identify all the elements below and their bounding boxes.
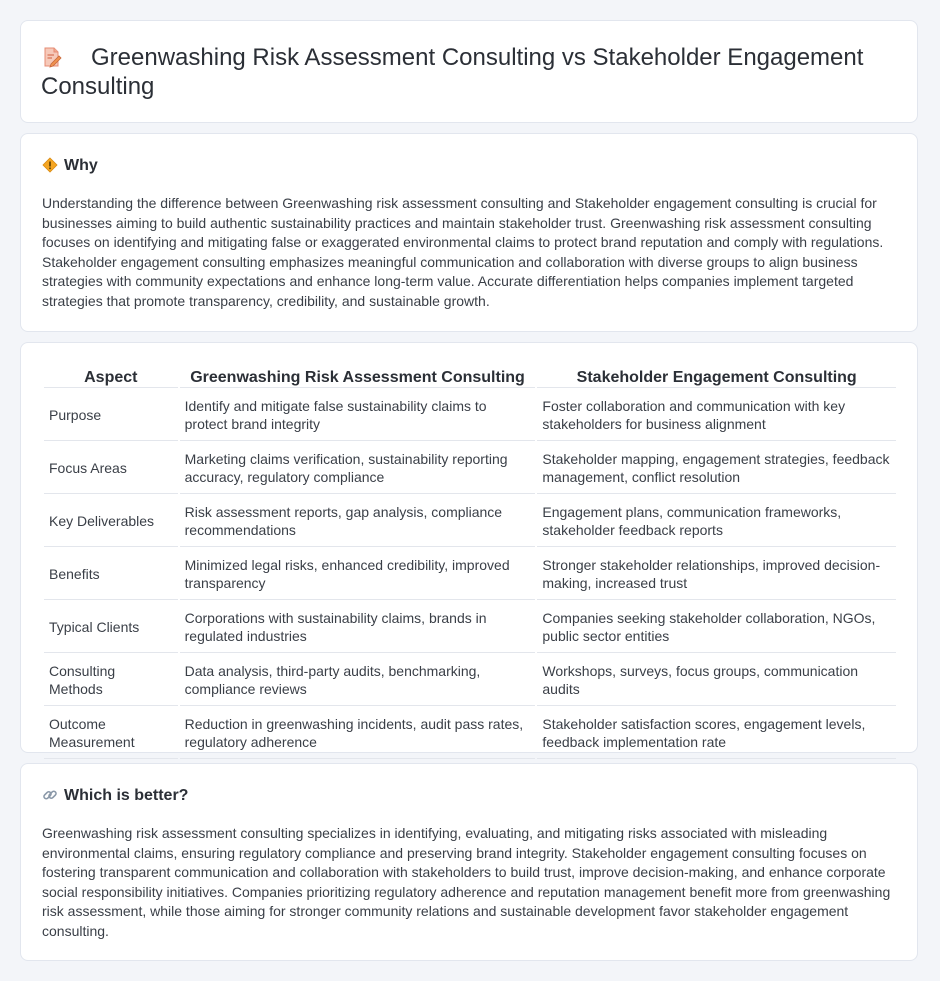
cell-stakeholder: Stronger stakeholder relationships, improved decision-making, increased trust xyxy=(537,549,896,600)
better-text: Greenwashing risk assessment consulting specializes in identifying, evaluating, and mitigating risks associated with misleading environmental claims, ensuring regulatory compliance and preserving brand integrity. Stakeholder engagement consulting focuses on fostering transparent communication and collaboration with stakeholders to build trust, improve decision-making, and enhance corporate social responsibility initiatives. Companies prioritizing regulatory adherence and reputation management benefit more from greenwashing risk assessment, while those aiming for stronger community relations and sustainable development favor stakeholder engagement consulting. xyxy=(42,825,891,939)
warning-diamond-icon xyxy=(42,157,58,173)
cell-greenwashing: Reduction in greenwashing incidents, audit pass rates, regulatory adherence xyxy=(180,708,536,759)
header-greenwashing: Greenwashing Risk Assessment Consulting xyxy=(180,366,536,388)
title-card xyxy=(20,20,918,123)
better-heading xyxy=(42,786,188,806)
table-row xyxy=(44,390,896,441)
document-pen-icon xyxy=(41,46,63,68)
page-title xyxy=(41,43,891,101)
cell-aspect: Outcome Measurement xyxy=(44,708,178,759)
table-row xyxy=(44,549,896,600)
cell-aspect: Benefits xyxy=(44,549,178,600)
cell-greenwashing: Corporations with sustainability claims, brands in regulated industries xyxy=(180,602,536,653)
why-heading-text: Why xyxy=(64,157,98,174)
table-row xyxy=(44,708,896,759)
page-title-text: Greenwashing Risk Assessment Consulting vs Stakeholder Engagement Consulting xyxy=(41,44,864,100)
cell-stakeholder: Foster collaboration and communication with key stakeholders for business alignment xyxy=(537,390,896,441)
comparison-section xyxy=(20,342,918,753)
better-heading-text: Which is better? xyxy=(64,787,189,804)
cell-stakeholder: Stakeholder mapping, engagement strategies, feedback management, conflict resolution xyxy=(537,443,896,494)
table-row xyxy=(44,602,896,653)
table-row xyxy=(44,443,896,494)
why-section xyxy=(20,133,918,332)
table-row xyxy=(44,496,896,547)
comparison-table xyxy=(42,364,898,761)
cell-stakeholder: Workshops, surveys, focus groups, communication audits xyxy=(537,655,896,706)
link-icon xyxy=(42,787,58,803)
cell-aspect: Key Deliverables xyxy=(44,496,178,547)
why-heading xyxy=(42,156,98,176)
why-text: Understanding the difference between Greenwashing risk assessment consulting and Stakeholder engagement consulting is crucial for businesses aiming to build authentic sustainability practices and maintain stakeholder trust. Greenwashing risk assessment consulting focuses on identifying and mitigating false or exaggerated environmental claims to protect brand reputation and comply with regulations. Stakeholder engagement consulting emphasizes meaningful communication and collaboration with diverse groups to align business strategies with community expectations and enhance long-term value. Accurate differentiation helps companies implement targeted strategies that promote transparency, credibility, and sustainable growth. xyxy=(42,195,884,309)
cell-greenwashing: Risk assessment reports, gap analysis, compliance recommendations xyxy=(180,496,536,547)
cell-aspect: Focus Areas xyxy=(44,443,178,494)
cell-aspect: Consulting Methods xyxy=(44,655,178,706)
cell-stakeholder: Stakeholder satisfaction scores, engagement levels, feedback implementation rate xyxy=(537,708,896,759)
table-header-row xyxy=(44,366,896,388)
cell-aspect: Purpose xyxy=(44,390,178,441)
cell-stakeholder: Engagement plans, communication frameworks, stakeholder feedback reports xyxy=(537,496,896,547)
cell-stakeholder: Companies seeking stakeholder collaboration, NGOs, public sector entities xyxy=(537,602,896,653)
cell-greenwashing: Identify and mitigate false sustainability claims to protect brand integrity xyxy=(180,390,536,441)
table-row xyxy=(44,655,896,706)
header-aspect: Aspect xyxy=(44,366,178,388)
cell-aspect: Typical Clients xyxy=(44,602,178,653)
cell-greenwashing: Minimized legal risks, enhanced credibility, improved transparency xyxy=(180,549,536,600)
which-is-better-section xyxy=(20,763,918,961)
header-stakeholder: Stakeholder Engagement Consulting xyxy=(537,366,896,388)
cell-greenwashing: Data analysis, third-party audits, benchmarking, compliance reviews xyxy=(180,655,536,706)
cell-greenwashing: Marketing claims verification, sustainability reporting accuracy, regulatory compliance xyxy=(180,443,536,494)
